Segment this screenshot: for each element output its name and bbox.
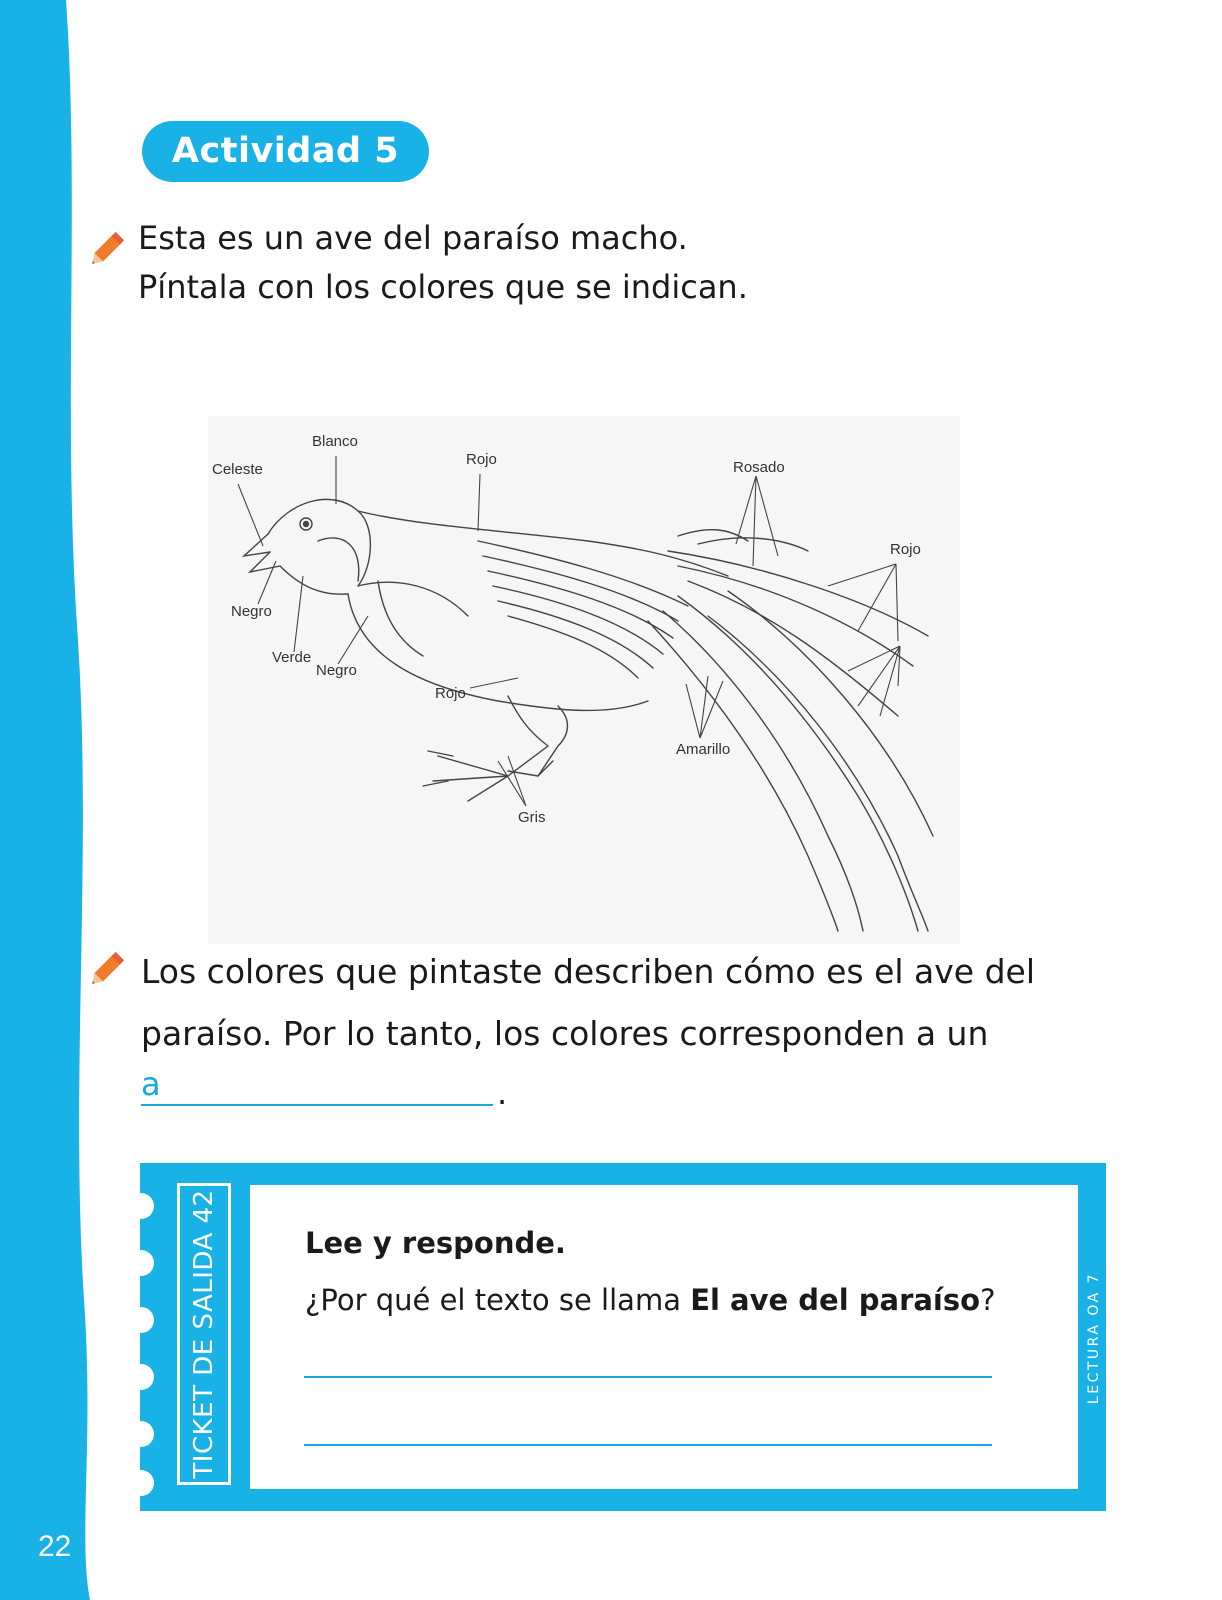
ticket-perforation — [128, 1250, 154, 1276]
label-rojo-back: Rojo — [466, 451, 497, 468]
statement-line-2: paraíso. Por lo tanto, los colores corresponden a un — [141, 1014, 989, 1053]
activity-badge — [142, 121, 429, 182]
label-negro-chest: Negro — [316, 662, 357, 679]
activity-title: Actividad 5 — [171, 131, 400, 171]
page-number: 22 — [38, 1530, 72, 1563]
answer-prefix: a — [141, 1065, 161, 1103]
label-rosado: Rosado — [733, 459, 785, 476]
pencil-icon — [88, 944, 132, 988]
bird-drawing — [208, 416, 960, 944]
label-blanco: Blanco — [312, 433, 358, 450]
label-amarillo: Amarillo — [676, 741, 731, 758]
ticket-perforation — [128, 1421, 154, 1447]
statement-line-1: Los colores que pintaste describen cómo es el ave del — [141, 952, 1036, 991]
label-negro-beak: Negro — [231, 603, 272, 620]
bird-of-paradise-figure — [208, 416, 960, 944]
ticket-perforation — [128, 1364, 154, 1390]
answer-line-2[interactable] — [304, 1444, 992, 1446]
curriculum-code: LECTURA OA 7 — [1086, 1271, 1102, 1405]
instruction-line-1: Esta es un ave del paraíso macho. — [138, 219, 688, 257]
label-gris: Gris — [518, 809, 546, 826]
label-rojo-leg: Rojo — [435, 685, 466, 702]
ticket-perforation — [128, 1193, 154, 1219]
answer-blank[interactable] — [141, 1104, 493, 1106]
question-title: El ave del paraíso — [690, 1283, 981, 1317]
ticket-stub-label: TICKET DE SALIDA 42 — [189, 1189, 219, 1479]
question-pre: ¿Por qué el texto se llama — [305, 1283, 691, 1317]
label-celeste: Celeste — [212, 461, 263, 478]
label-rojo-tail: Rojo — [890, 541, 921, 558]
answer-line-1[interactable] — [304, 1376, 992, 1378]
ticket-question — [305, 1283, 995, 1317]
ticket-perforation — [128, 1470, 154, 1496]
instruction-line-2: Píntala con los colores que se indican. — [138, 268, 748, 306]
question-post: ? — [980, 1283, 996, 1317]
label-verde: Verde — [272, 649, 312, 666]
ticket-perforation — [128, 1307, 154, 1333]
answer-period: . — [497, 1074, 508, 1112]
pencil-icon — [88, 224, 132, 268]
ticket-heading: Lee y responde. — [305, 1226, 566, 1260]
